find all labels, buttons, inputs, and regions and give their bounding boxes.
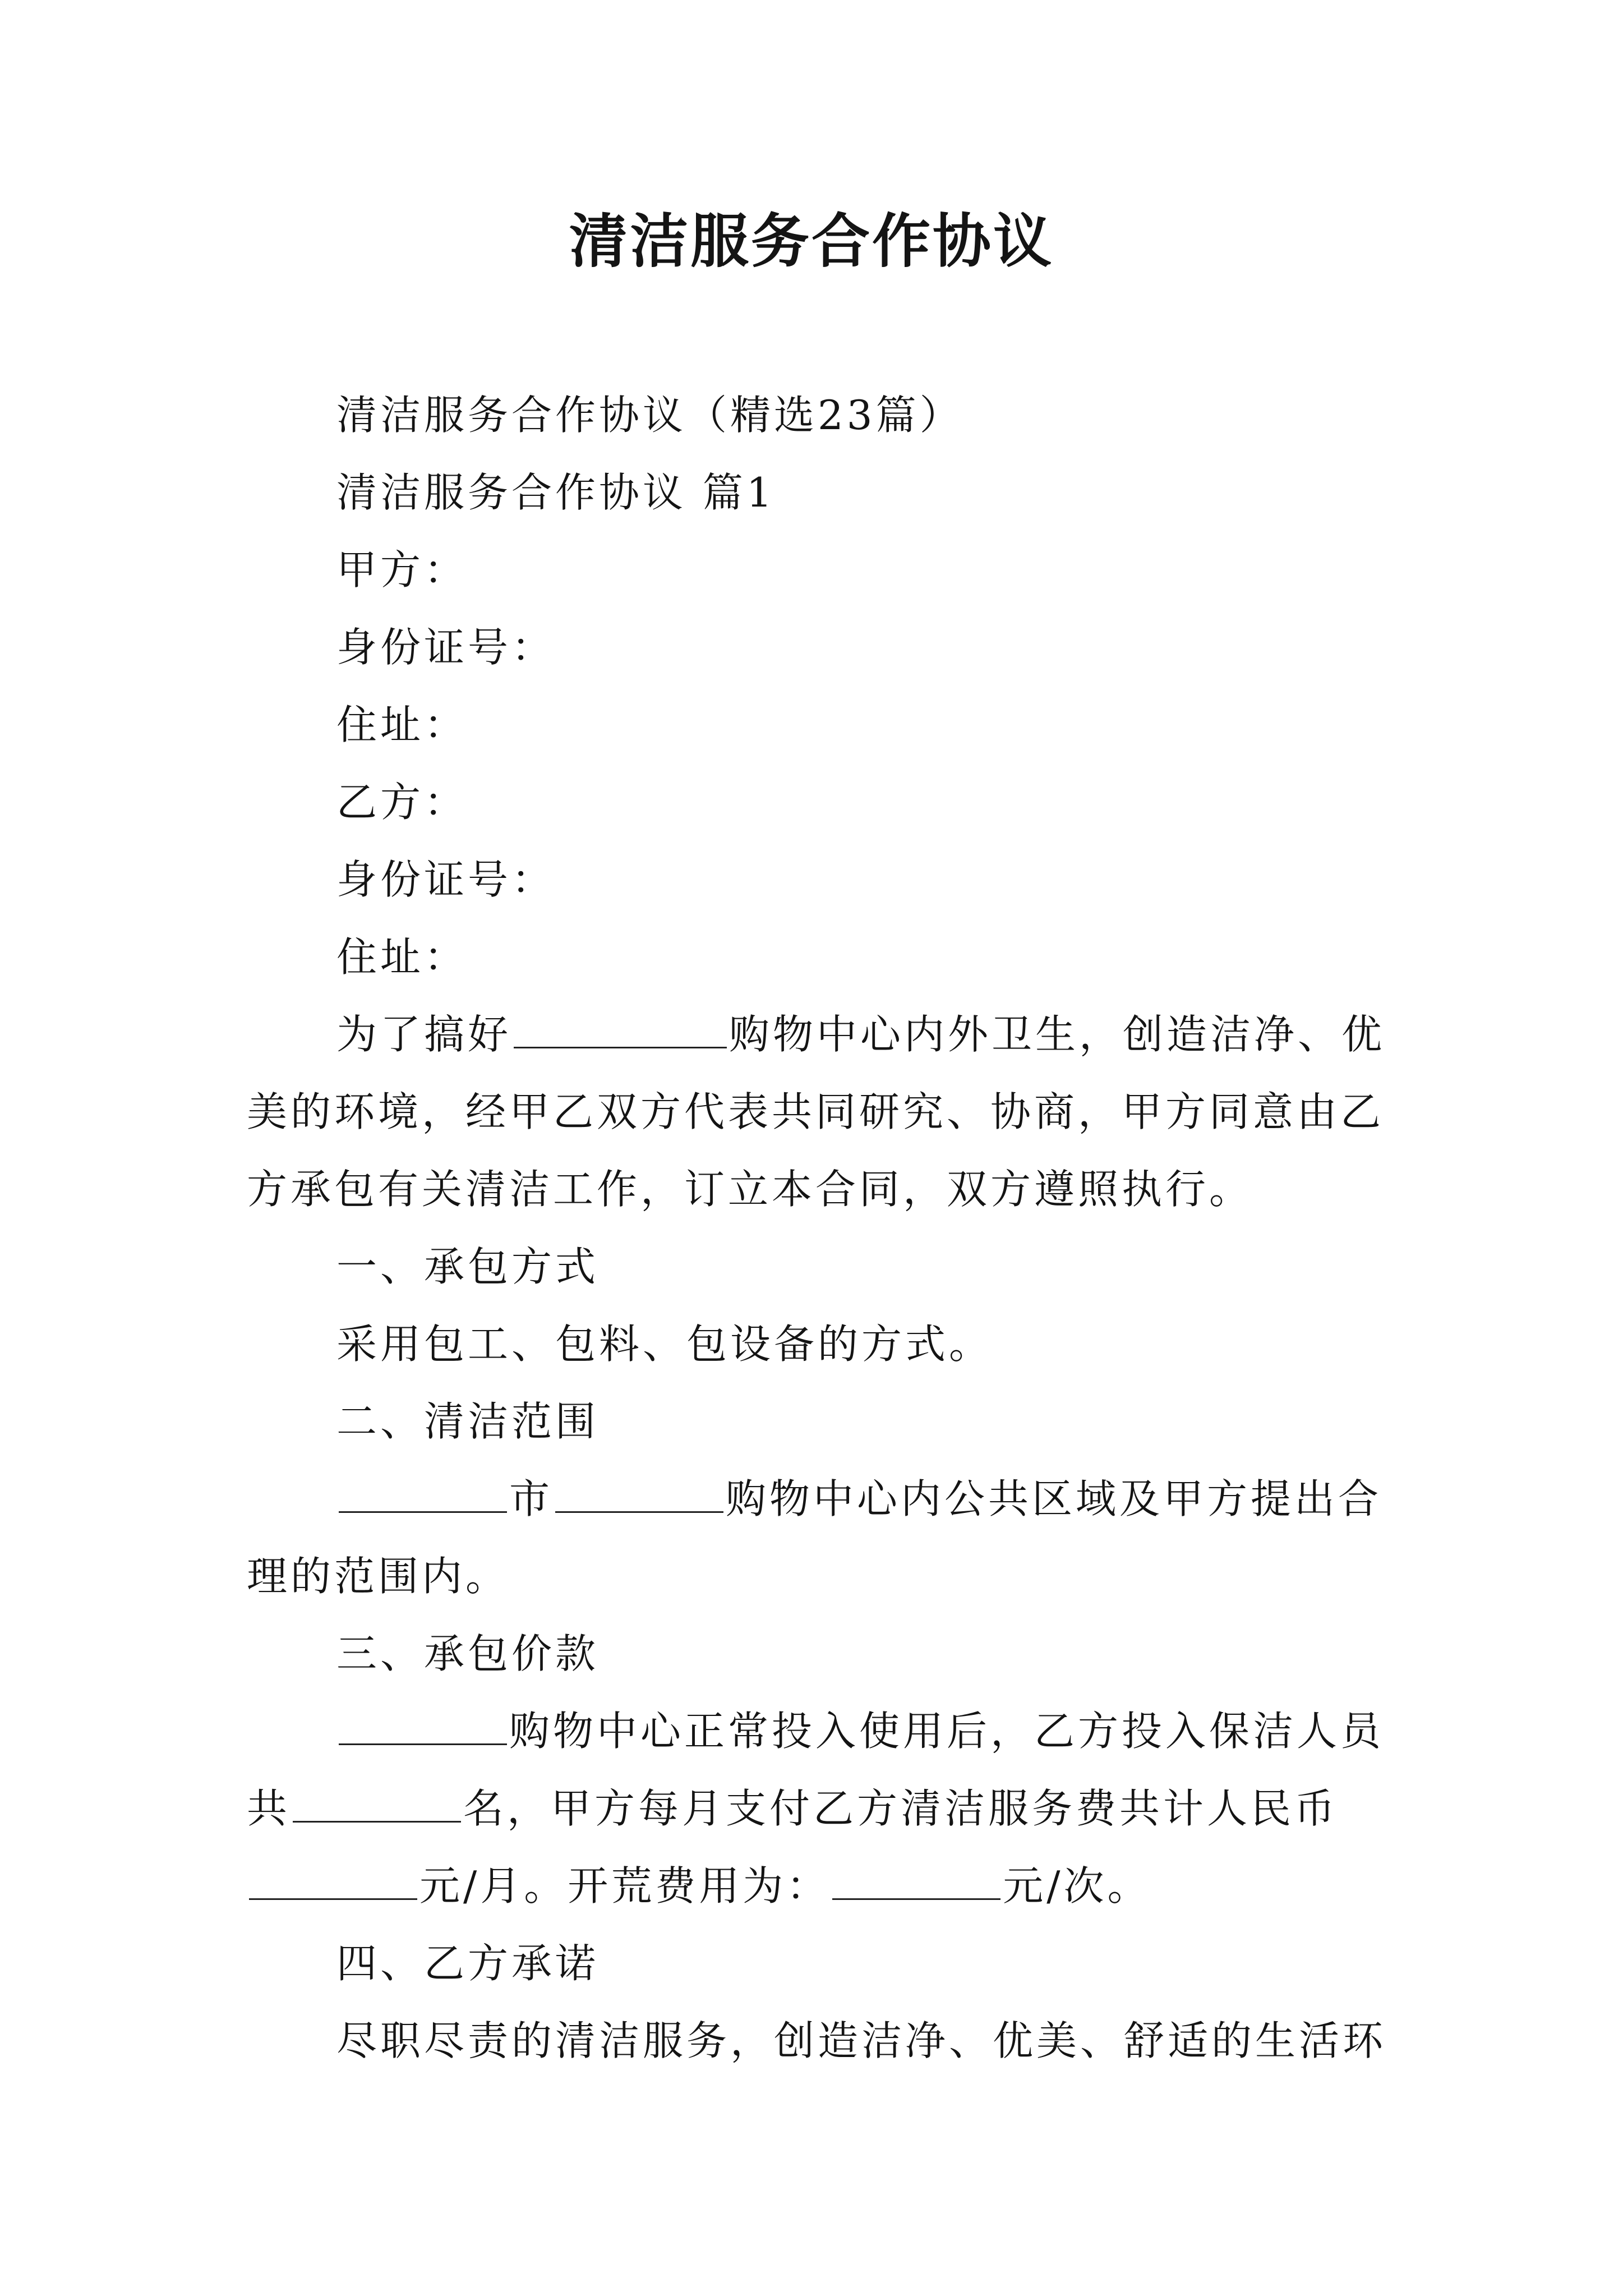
monthly-fee-blank (249, 1864, 417, 1900)
sec4-text: 尽职尽责的清洁服务，创造洁净、优美、舒适的生活环 (336, 2017, 1387, 2064)
sec3-line-2 (247, 1780, 1338, 1837)
section-heading: 清洁服务合作协议 篇1 (336, 469, 776, 516)
intro-line-1 (336, 1006, 1385, 1062)
address-label-b: 住址： (336, 933, 468, 981)
sec3-mall-blank (339, 1709, 507, 1745)
sec2-city-label: 市 (509, 1475, 554, 1522)
sec3-line-3-mid: 元/月。开荒费用为： (419, 1862, 831, 1910)
sec2-line-1 (336, 1471, 1382, 1527)
staff-count-blank (293, 1786, 461, 1823)
address-label-a: 住址： (336, 701, 468, 748)
intro-line-1-end: 购物中心内外卫生，创造洁净、优 (729, 1011, 1386, 1058)
party-b-label: 乙方： (336, 779, 468, 826)
sec2-line-1-end: 购物中心内公共区域及甲方提出合 (726, 1475, 1382, 1522)
sec3-line-3 (247, 1858, 1151, 1914)
mall-blank (555, 1476, 723, 1513)
intro-line-3: 方承包有关清洁工作，订立本合同，双方遵照执行。 (247, 1166, 1253, 1213)
sec1-text: 采用包工、包料、包设备的方式。 (336, 1320, 993, 1368)
sec3-line-2-start: 共 (247, 1785, 291, 1832)
id-number-label-a: 身份证号： (336, 624, 556, 671)
id-number-label-b: 身份证号： (336, 856, 556, 903)
sec1-heading: 一、承包方式 (336, 1243, 600, 1290)
document-subtitle: 清洁服务合作协议（精选23篇） (336, 392, 963, 439)
sec3-line-2-end: 名，甲方每月支付乙方清洁服务费共计人民币 (463, 1785, 1339, 1832)
mall-name-blank (514, 1012, 727, 1048)
sec3-heading: 三、承包价款 (336, 1630, 600, 1677)
sec2-line-2: 理的范围内。 (247, 1553, 510, 1600)
document-title: 清洁服务合作协议 (569, 206, 1054, 275)
party-a-label: 甲方： (336, 546, 468, 593)
sec4-heading: 四、乙方承诺 (336, 1940, 600, 1987)
sec3-line-3-end: 元/次。 (1003, 1862, 1151, 1910)
sec3-line-1-end: 购物中心正常投入使用后，乙方投入保洁人员 (509, 1708, 1385, 1755)
city-blank (339, 1476, 507, 1513)
intro-line-1-start: 为了搞好 (336, 1011, 512, 1058)
initial-cleaning-fee-blank (832, 1864, 1000, 1900)
intro-line-2: 美的环境，经甲乙双方代表共同研究、协商，甲方同意由乙 (247, 1088, 1385, 1135)
sec3-line-1 (336, 1703, 1384, 1759)
sec2-heading: 二、清洁范围 (336, 1398, 600, 1445)
